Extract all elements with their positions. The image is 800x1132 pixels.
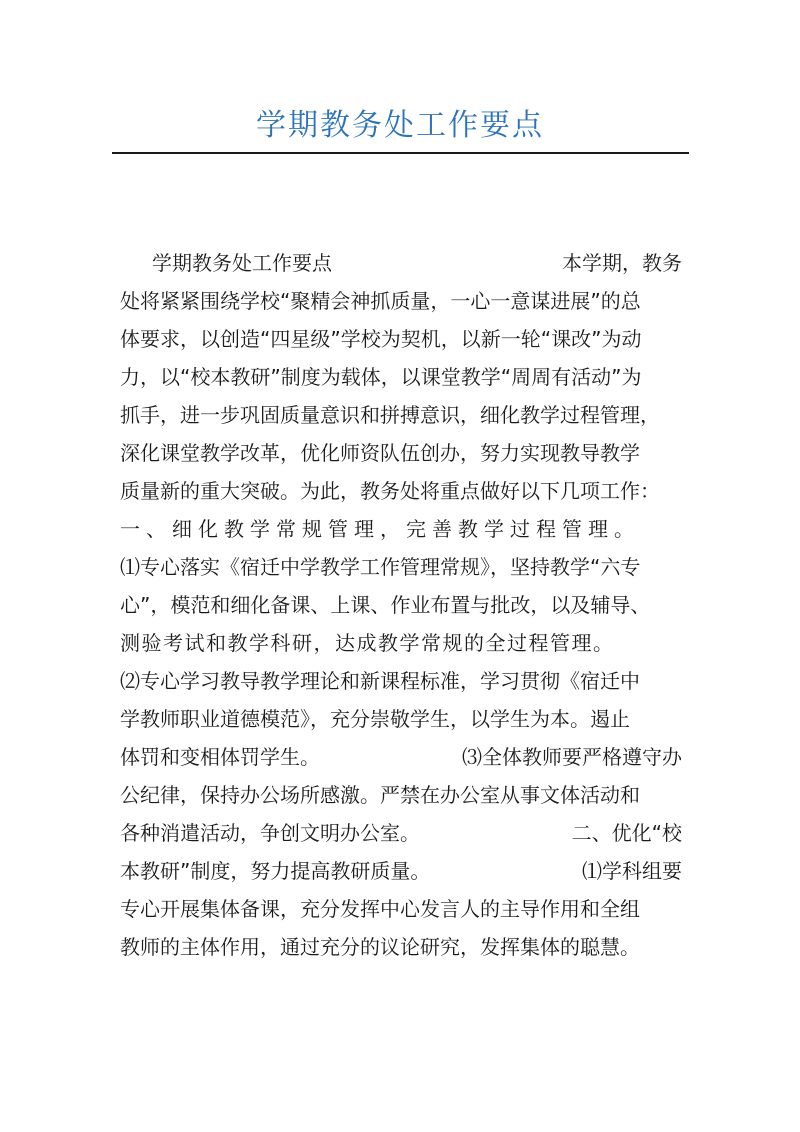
text-line — [120, 888, 682, 926]
line-segment: 体罚和变相体罚学生。 — [120, 744, 320, 769]
line-segment: 力，以“校本教研”制度为载体，以课堂教学“周周有活动”为 — [120, 364, 642, 389]
line-segment: 学期教务处工作要点 — [152, 250, 332, 275]
text-line — [120, 736, 682, 774]
line-segment: 公纪律，保持办公场所感激。严禁在办公室从事文体活动和 — [120, 782, 640, 807]
line-segment: 本教研”制度，努力提高教研质量。 — [120, 858, 431, 883]
text-line — [120, 584, 682, 622]
text-line — [120, 546, 682, 584]
text-line — [120, 926, 682, 964]
text-line — [120, 698, 682, 736]
line-segment: 专心开展集体备课，充分发挥中心发言人的主导作用和全组 — [120, 896, 640, 921]
text-line — [120, 432, 682, 470]
text-line — [120, 660, 682, 698]
line-segment: 质量新的重大突破。为此，教务处将重点做好以下几项工作： — [120, 478, 660, 503]
line-segment: ⑴专心落实《宿迁中学教学工作管理常规》，坚持教学“六专 — [120, 554, 641, 579]
text-line — [120, 850, 682, 888]
text-line — [120, 622, 682, 660]
text-line — [120, 774, 682, 812]
text-line — [120, 470, 682, 508]
line-segment: 体要求，以创造“四星级”学校为契机，以新一轮“课改”为动 — [120, 326, 642, 351]
text-line — [120, 812, 682, 850]
text-line — [120, 318, 682, 356]
line-segment: 抓手，进一步巩固质量意识和拼搏意识，细化教学过程管理， — [120, 402, 660, 427]
line-segment: 本学期，教务 — [562, 250, 682, 275]
line-segment: 学教师职业道德模范》，充分崇敬学生，以学生为本。遏止 — [120, 706, 630, 731]
line-segment: 各种消遣活动，争创文明办公室。 — [120, 820, 420, 845]
line-segment: ⑵专心学习教导教学理论和新课程标准，学习贯彻《宿迁中 — [120, 668, 640, 693]
line-segment: 测验考试和教学科研，达成教学常规的全过程管理。 — [120, 630, 615, 655]
text-line — [120, 394, 682, 432]
line-segment: 心”，模范和细化备课、上课、作业布置与批改，以及辅导、 — [120, 592, 651, 617]
title-divider — [112, 152, 689, 154]
line-segment: 教师的主体作用，通过充分的议论研究，发挥集体的聪慧。 — [120, 934, 640, 959]
text-line — [120, 280, 682, 318]
text-line — [120, 242, 682, 280]
line-segment: ⑶全体教师要严格遵守办 — [462, 744, 682, 769]
document-body — [120, 242, 682, 964]
section-heading-1: 一、细化教学常规管理，完善教学过程管理。 — [120, 516, 640, 541]
document-title: 学期教务处工作要点 — [256, 108, 544, 143]
text-line — [120, 356, 682, 394]
section-heading-line — [120, 508, 682, 546]
line-segment: 处将紧紧围绕学校“聚精会神抓质量，一心一意谋进展”的总 — [120, 288, 641, 313]
line-segment: 深化课堂教学改革，优化师资队伍创办，努力实现教导教学 — [120, 440, 640, 465]
line-segment: ⑴学科组要 — [582, 858, 682, 883]
section-heading-2: 二、优化“校 — [571, 820, 682, 845]
